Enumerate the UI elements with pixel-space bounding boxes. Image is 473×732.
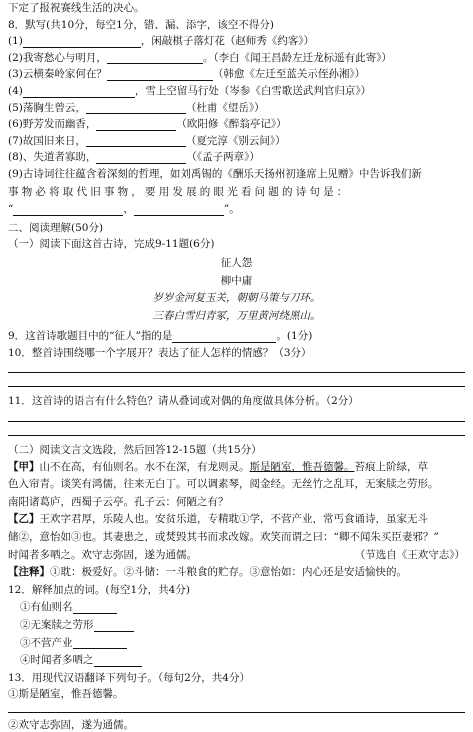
q12-item-3: ③不营产业 (20, 637, 473, 650)
question-9: 9．这首诗歌题目中的“征人”指的是 。(1分) (8, 330, 313, 343)
q8-item-8: (8)、失道者寡助， （《孟子两章》） (8, 151, 260, 164)
answer-blank[interactable] (86, 135, 186, 147)
yi-line-3: 时闻者多哂之。欢守志弥固，遂为通儒。 （节选自《王欢守志》） (8, 548, 465, 561)
poem-line-1: 岁岁金河复玉关，朝朝马策与刀环。 (152, 292, 321, 305)
top-line: 下定了报祝赛线生活的决心。 (8, 2, 145, 14)
section2-title: 二、阅读理解(50分) (8, 221, 104, 234)
answer-blank[interactable] (73, 602, 117, 614)
answer-blank[interactable] (13, 204, 123, 216)
q8-item-9-line1: (9)古诗词往往蕴含着深刻的哲理，如刘禹锡的《酬乐天扬州初逢席上见赠》中告诉我们新 (8, 167, 422, 180)
part2-heading: （二）阅读文言文选段，然后回答12-15题（共15分） (8, 444, 262, 457)
q8-item-1: (1) ，闲敲棋子落灯花（赵师秀《约客》） (8, 35, 315, 48)
part1-heading: （一）阅读下面这首古诗，完成9-11题(6分) (8, 238, 215, 251)
q8-item-6: (6)野芳发而幽香， （欧阳修《醉翁亭记》） (8, 118, 287, 131)
answer-line[interactable] (8, 420, 465, 422)
answer-blank[interactable] (23, 36, 141, 48)
answer-blank[interactable] (96, 152, 186, 164)
notes: 【注释】①耽：极爱好。②斗储：一斗粮食的贮存。③意怡如：内心还是安适愉快的。 (8, 566, 407, 579)
exam-page (8, 2, 465, 731)
answer-line[interactable] (8, 371, 465, 373)
yi-line-2: 储②，意怡如③也。其妻患之，或焚毁其书而求改嫁。欢笑而谓之曰：“卿不闻朱买臣妻邪？” (8, 531, 439, 544)
q8-item-4: (4) ，雪上空留马行处（岑参《白雪歌送武判官归京》） (8, 84, 372, 97)
answer-blank[interactable] (172, 331, 276, 343)
jia-line-2: 色入帘青。谈笑有鸿儒，往来无白丁。可以调素琴，阅金经。无丝竹之乱耳，无案牍之劳形。 (8, 478, 439, 491)
question-13: 13．用现代汉语翻译下列句子。（每句2分，共4分） (8, 671, 250, 684)
answer-blank[interactable] (94, 620, 134, 632)
q8-item-9-line2: 事物必将取代旧事物，要用发展的眼光看问题的诗句是： (8, 185, 351, 198)
answer-blank[interactable] (107, 52, 203, 64)
q8-list (8, 35, 465, 731)
answer-blank[interactable] (94, 655, 142, 667)
yi-line-1: 【乙】王欢字君厚，乐陵人也。安贫乐道，专精耽①学，不营产业，常丐食诵诗，虽家无斗 (8, 513, 428, 526)
answer-line[interactable] (8, 711, 465, 713)
jia-line-3: 南阳诸葛庐，西蜀子云亭。孔子云：何陋之有？ (8, 495, 229, 508)
jia-line-1: 【甲】山不在高，有仙则名。水不在深，有龙则灵。斯是陋室，惟吾德馨。苔痕上阶绿，草 (8, 460, 428, 473)
answer-blank[interactable] (96, 119, 176, 131)
question-11: 11．这首诗的语言有什么特色？请从叠词或对偶的角度做具体分析。（2分） (8, 395, 359, 408)
answer-blank[interactable] (86, 102, 186, 114)
poem-title: 征人怨 (220, 256, 253, 269)
answer-blank[interactable] (73, 637, 127, 649)
q12-item-2: ②无案牍之劳形 (20, 619, 473, 632)
answer-blank[interactable] (23, 86, 135, 98)
q12-item-1: ①有仙则名 (20, 601, 473, 614)
answer-line[interactable] (8, 385, 465, 387)
answer-line[interactable] (8, 434, 465, 436)
q13-item-1: ①斯是陋室，惟吾德馨。 (8, 688, 124, 701)
q8-item-2: (2)我寄愁心与明月， 。（李白《闻王昌龄左迁龙标遥有此寄》） (8, 51, 392, 64)
q8-item-7: (7)故国旧来日， （夏完淳《别云间》） (8, 134, 286, 147)
poem-author: 柳中庸 (220, 274, 253, 287)
q12-item-4: ④时闻者多哂之 (20, 654, 473, 667)
poem-line-2: 三春白雪归青冢，万里黄河绕黑山。 (152, 309, 321, 322)
yi-source: （节选自《王欢守志》） (354, 548, 465, 561)
answer-blank[interactable] (107, 69, 213, 81)
q8-item-9-blanks: “ ， ”。 (8, 203, 240, 216)
answer-blank[interactable] (134, 204, 224, 216)
question-10: 10．整首诗围绕哪一个字展开？表达了征人怎样的情感？（3分） (8, 346, 312, 359)
question-12: 12．解释加点的词。(每空1分，共4分) (8, 583, 190, 596)
q8-item-3: (3)云横秦岭家何在？ （韩愈《左迁至蓝关示侄孙湘》） (8, 68, 366, 81)
q8-item-5: (5)荡胸生曾云， （杜甫《望岳》） (8, 101, 265, 114)
q13-item-2: ②欢守志弥固，遂为通儒。 (8, 718, 134, 731)
q8-heading: 8．默写(共10分，每空1分，错、漏、添字，该空不得分) (8, 18, 274, 31)
